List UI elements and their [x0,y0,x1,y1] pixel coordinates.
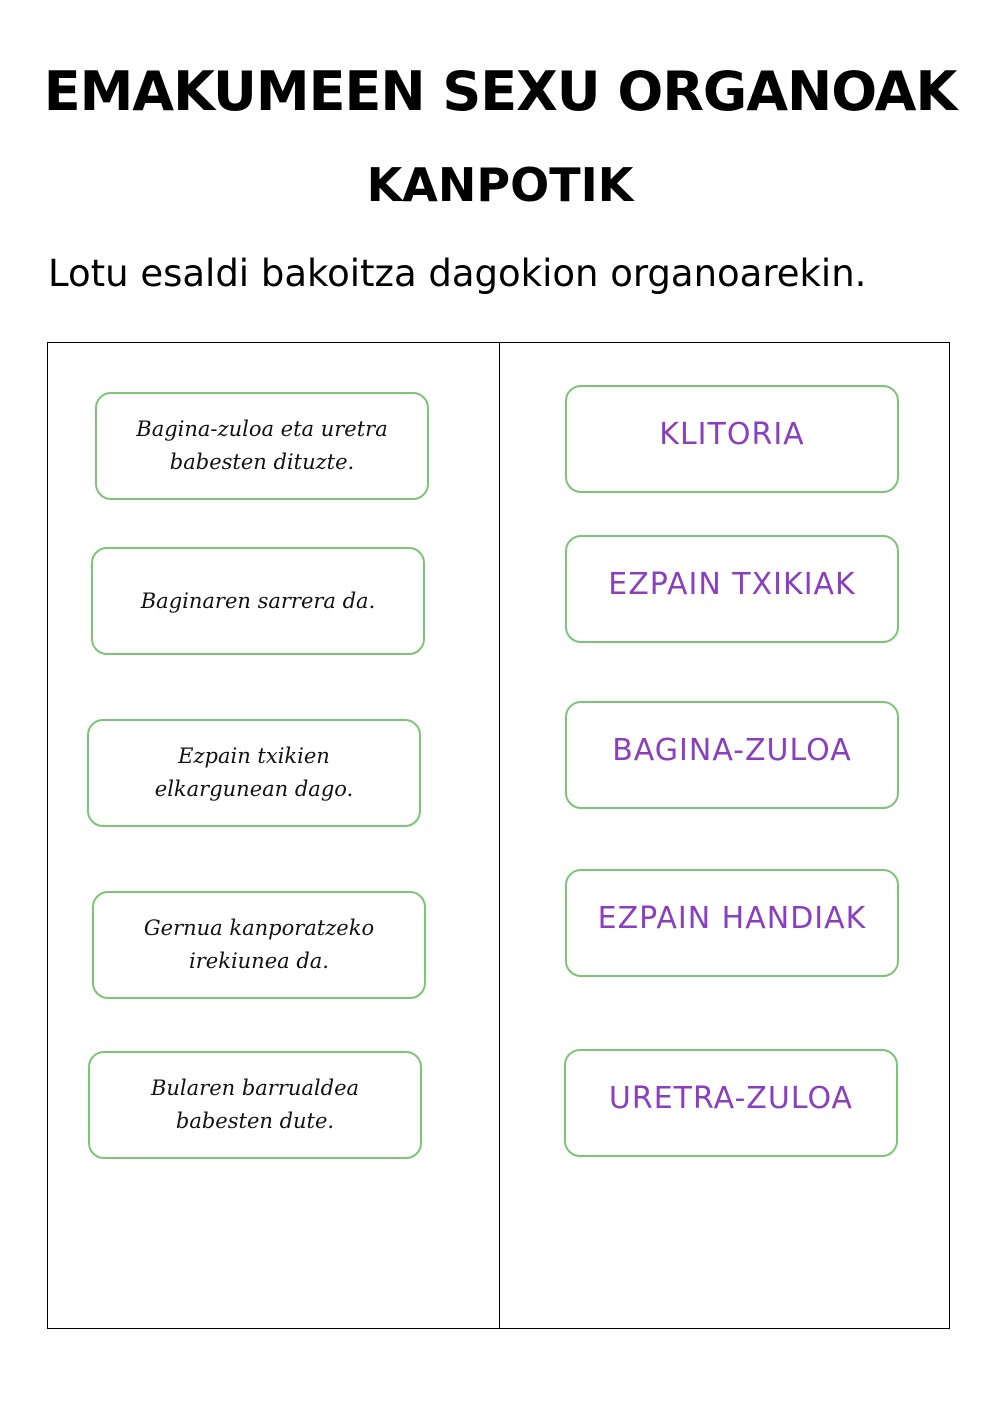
page-title: EMAKUMEEN SEXU ORGANOAK [43,60,957,123]
sentence-text: Bagina-zuloa eta uretra babesten dituzte. [136,417,388,474]
instruction-text: Lotu esaldi bakoitza dagokion organoarekin. [48,252,867,295]
organ-label: EZPAIN TXIKIAK [608,566,856,602]
organ-card-4[interactable] [565,869,899,977]
sentence-card-1[interactable] [95,392,429,500]
sentence-card-4[interactable] [92,891,426,999]
matching-table [47,342,950,1329]
column-divider [499,343,500,1328]
organ-label: BAGINA-ZULOA [612,732,852,768]
sentence-text: Ezpain txikien elkargunean dago. [154,744,354,801]
organ-card-1[interactable] [565,385,899,493]
organ-card-3[interactable] [565,701,899,809]
sentence-text: Bularen barrualdea babesten dute. [150,1076,360,1133]
organ-label: KLITORIA [659,416,805,452]
organ-label: EZPAIN HANDIAK [597,900,867,936]
organ-card-2[interactable] [565,535,899,643]
sentence-card-5[interactable] [88,1051,422,1159]
organ-card-5[interactable] [564,1049,898,1157]
page-subtitle: KANPOTIK [366,158,634,212]
sentence-text: Baginaren sarrera da. [140,588,376,613]
organ-label: URETRA-ZULOA [608,1080,854,1116]
sentence-card-2[interactable] [91,547,425,655]
sentence-card-3[interactable] [87,719,421,827]
sentence-text: Gernua kanporatzeko irekiunea da. [143,916,375,973]
